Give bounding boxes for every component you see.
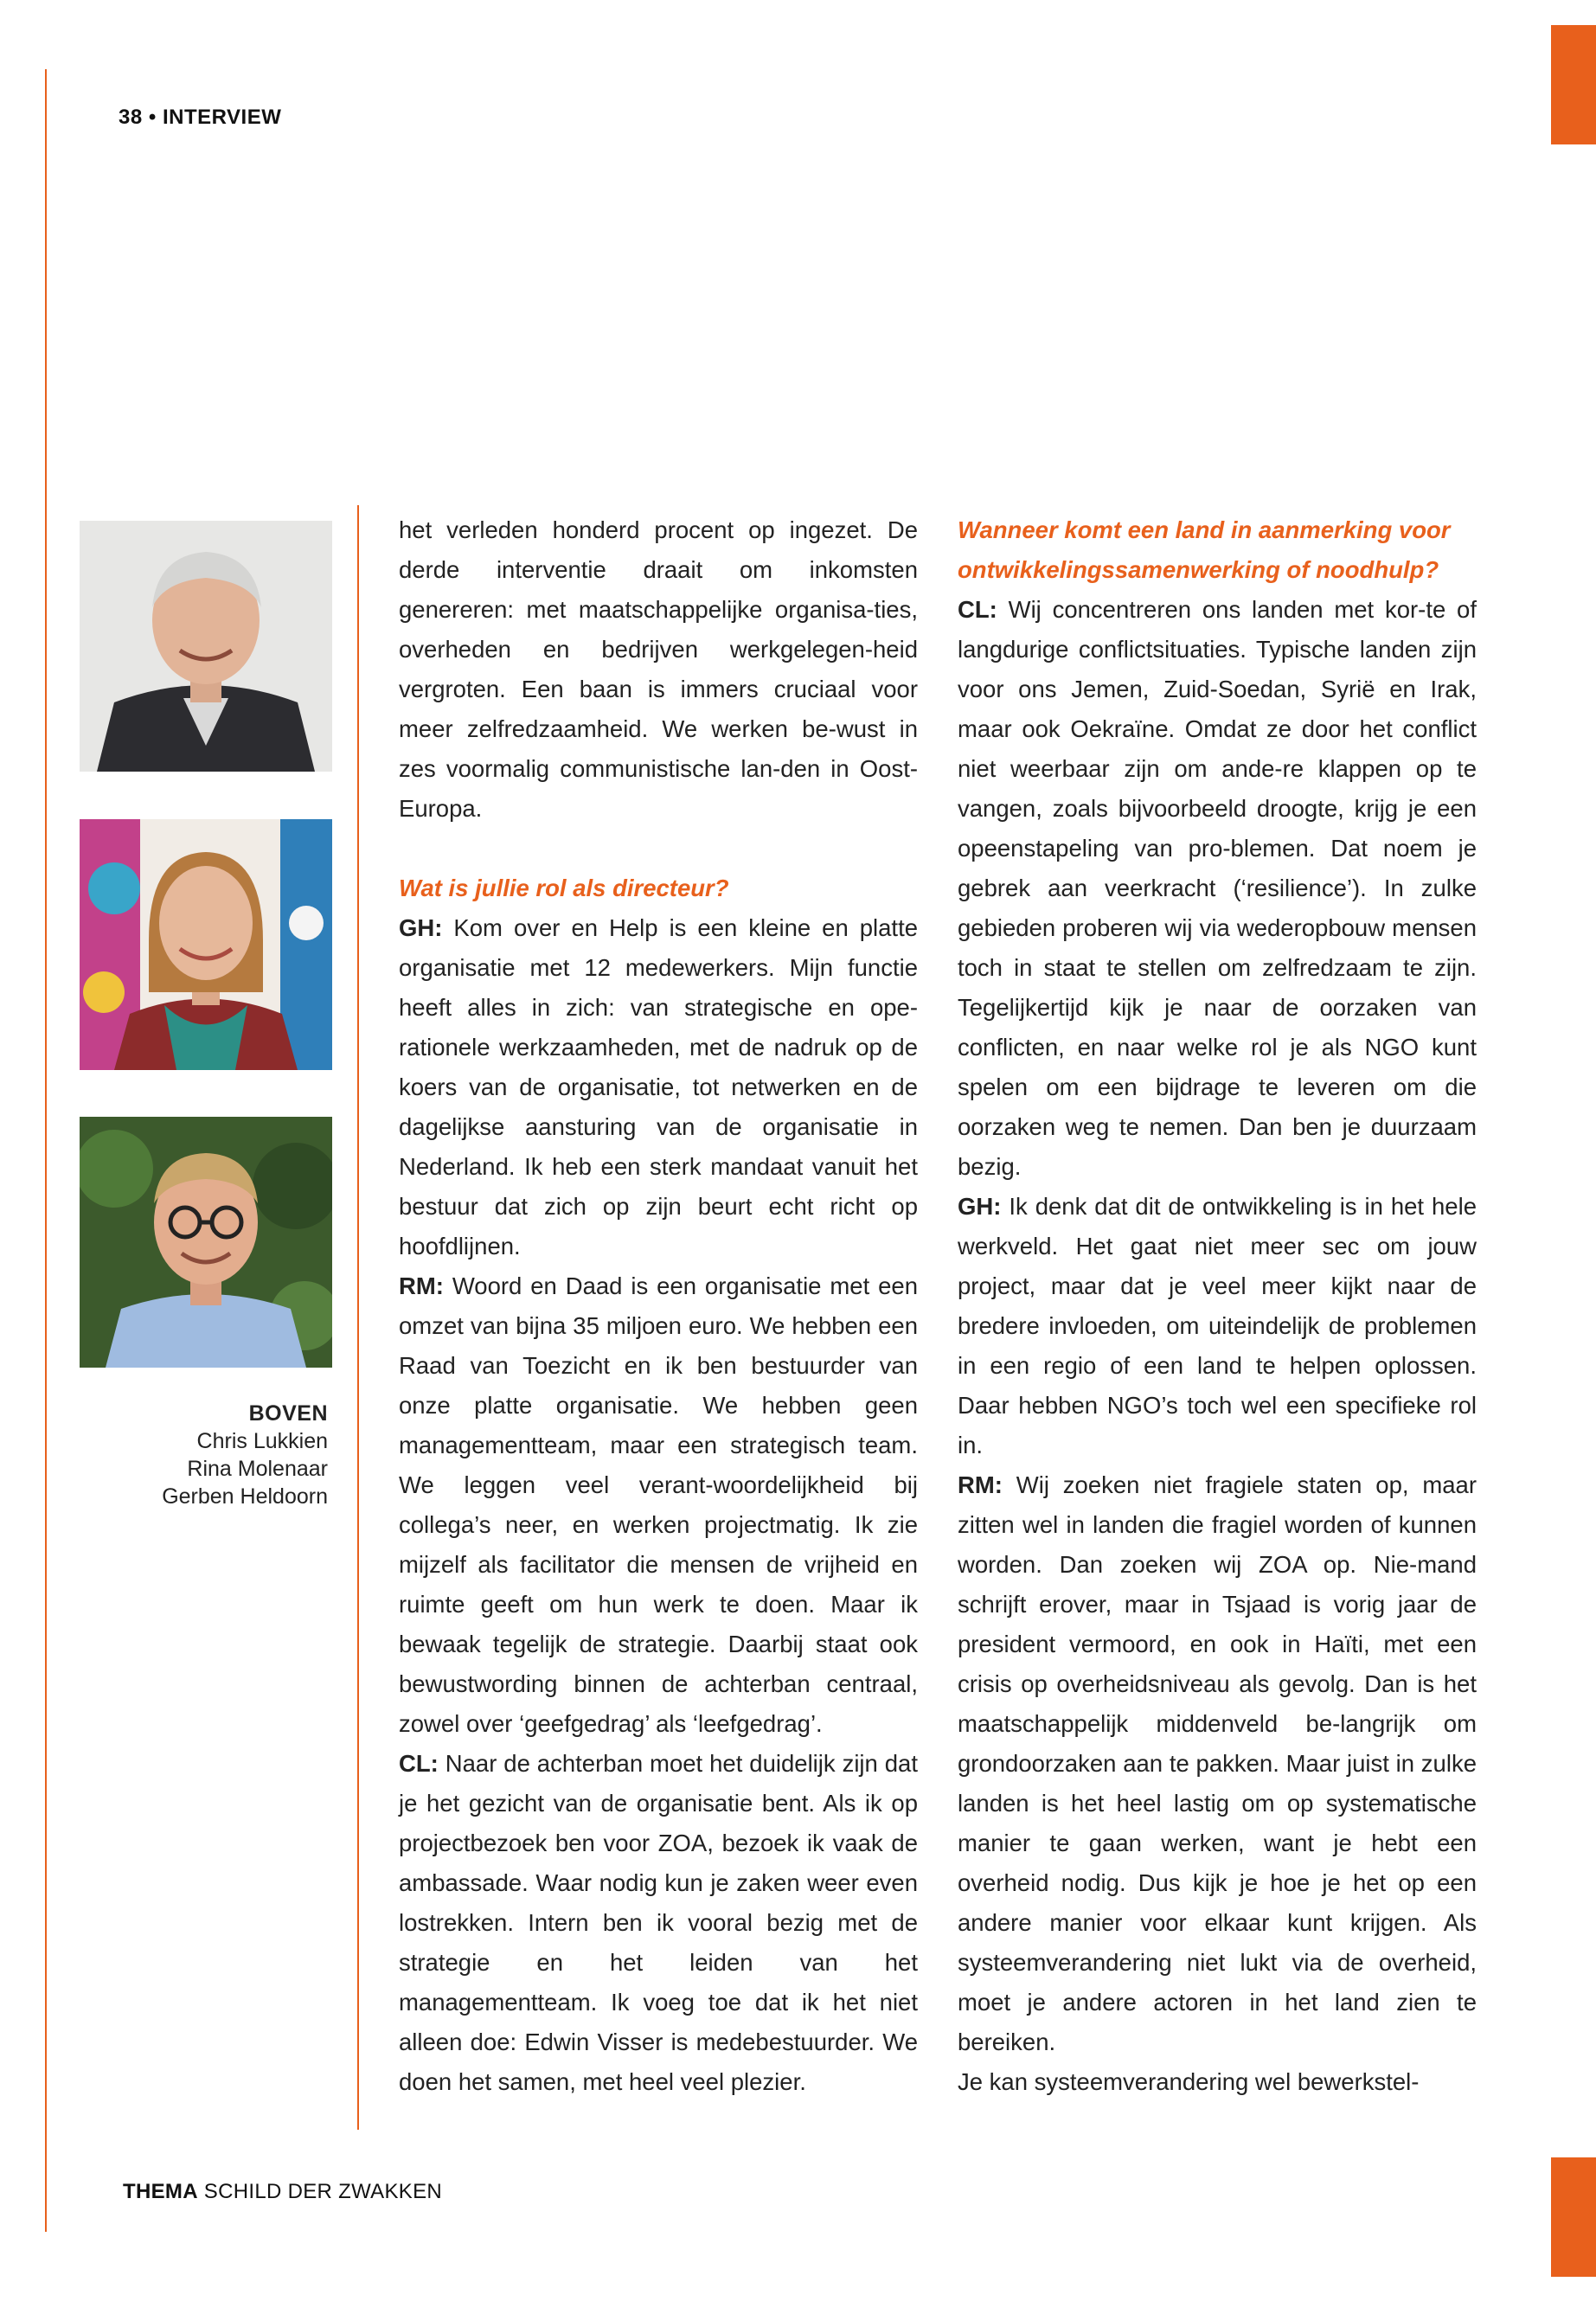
speaker-label: GH:: [958, 1193, 1002, 1220]
answer-text: Wij concentreren ons landen met kor-te of langdurige conflictsituaties. Typische landen zijn voor ons Jemen, Zuid-Soedan, Syrië en Irak, maar ook Oekraïne. Omdat ze door het conflict niet weerbaar zijn om ande-re klappen op te vangen, zoals bijvoorbeeld droogte, krijg je een opeenstapeling van pro-blemen. Dat noem je gebrek aan veerkracht (‘resilience’). In zulke gebieden proberen wij via wederopbouw mensen toch in staat te stellen om zelfredzaam te zijn. Tegelijkertijd kijk je naar de oorzaken van conflicten, en naar welke rol je als NGO kunt spelen om een bijdrage te leveren om die oorzaken weg te nemen. Dan ben je duurzaam bezig.: [958, 596, 1477, 1180]
footer-magazine: THEMA: [123, 2180, 198, 2203]
footer: [123, 2180, 442, 2204]
answer-paragraph: [958, 1465, 1477, 2062]
portrait-photo-rina-molenaar: [80, 819, 332, 1070]
caption-name: Gerben Heldoorn: [162, 1484, 328, 1509]
column-divider-rule: [357, 505, 359, 2130]
photo-caption: [162, 1400, 328, 1510]
caption-name: Rina Molenaar: [187, 1457, 328, 1481]
caption-heading: BOVEN: [248, 1401, 328, 1426]
text-column-right: [958, 510, 1477, 2102]
paragraph-continued: Je kan systeemverandering wel bewerkstel-: [958, 2068, 1420, 2095]
answer-text: Kom over en Help is een kleine en platte organisatie met 12 medewerkers. Mijn functie heeft alles in zich: van strategische en ope-rationele werkzaamheden, met de nadruk op de koers van de organisatie, tot netwerken en de dagelijkse aansturing van de organisatie in Nederland. Ik heb een sterk mandaat vanuit het bestuur dat zich op zijn beurt echt richt op hoofdlijnen.: [399, 914, 918, 1259]
orange-edge-tab-bottom: [1551, 2157, 1596, 2277]
footer-title: SCHILD DER ZWAKKEN: [203, 2180, 443, 2203]
section-label: INTERVIEW: [162, 106, 282, 129]
answer-text: Naar de achterban moet het duidelijk zijn dat je het gezicht van de organisatie bent. Als ik op projectbezoek ben voor ZOA, bezoek ik vaak de ambassade. Waar nodig kun je zaken weer even lostrekken. Intern ben ik vooral bezig met de strategie en het leiden van het managementteam. Ik voeg toe dat ik het niet alleen doe: Edwin Visser is medebestuurder. We doen het samen, met heel veel plezier.: [399, 1750, 918, 2095]
answer-paragraph: [958, 590, 1477, 1187]
answer-paragraph: [399, 1744, 918, 2102]
speaker-label: GH:: [399, 914, 443, 941]
text-column-left: [399, 510, 918, 2102]
running-head: [119, 106, 281, 130]
portrait-photo-chris-lukkien: [80, 521, 332, 772]
answer-paragraph: [399, 908, 918, 1266]
answer-paragraph: [399, 1266, 918, 1744]
portrait-photo-gerben-heldoorn: [80, 1117, 332, 1368]
speaker-label: CL:: [958, 596, 997, 623]
answer-text: Wij zoeken niet fragiele staten op, maar zitten wel in landen die fragiel worden of kunnen worden. Dan zoeken wij ZOA op. Nie-mand schrijft erover, maar in Tsjaad is vorig jaar de president vermoord, en ook in Haïti, met een crisis op overheidsniveau als gevolg. Dan is het maatschappelijk middenveld be-langrijk om grondoorzaken aan te pakken. Maar juist in zulke landen is het heel lastig om op systematische manier te gaan werken, want je hebt een overheid nodig. Dus kijk je hoe je het op een andere manier voor elkaar kunt krijgen. Als systeemverandering niet lukt via de overheid, moet je andere actoren in het land zien te bereiken.: [958, 1471, 1477, 2055]
caption-name: Chris Lukkien: [196, 1429, 328, 1453]
answer-paragraph: [958, 1187, 1477, 1465]
speaker-label: RM:: [958, 1471, 1003, 1498]
page-number: 38: [119, 106, 143, 129]
answer-text: Ik denk dat dit de ontwikkeling is in het hele werkveld. Het gaat niet meer sec om jouw project, maar dat je veel meer kijkt naar de bredere invloeden, om uiteindelijk de problemen in een regio of een land te helpen oplossen. Daar hebben NGO’s toch wel een specifieke rol in.: [958, 1193, 1477, 1458]
answer-text: Woord en Daad is een organisatie met een omzet van bijna 35 miljoen euro. We hebben een Raad van Toezicht en ik ben bestuurder van onze platte organisatie. We hebben geen managementteam, maar een strategisch team. We leggen veel verant-woordelijkheid bij collega’s neer, en werken projectmatig. Ik zie mijzelf als facilitator die mensen de vrijheid en ruimte geeft om hun werk te doen. Maar ik bewaak tegelijk de strategie. Daarbij staat ook bewustwording binnen de achterban centraal, zowel over ‘geefgedrag’ als ‘leefgedrag’.: [399, 1272, 918, 1737]
separator-dot: •: [148, 106, 157, 129]
speaker-label: RM:: [399, 1272, 444, 1299]
left-margin-rule: [45, 69, 47, 2232]
speaker-label: CL:: [399, 1750, 439, 1777]
orange-edge-tab-top: [1551, 25, 1596, 144]
paragraph-intro: het verleden honderd procent op ingezet. De derde interventie draait om inkomsten genereren: met maatschappelijke organisa-ties, overheden en bedrijven werkgelegen-heid vergroten. Een baan is immers cruciaal voor meer zelfredzaamheid. We werken be-wust in zes voormalig communistische lan-den in Oost-Europa.: [399, 516, 918, 822]
interview-question: Wanneer komt een land in aanmerking voor ontwikkelingssamenwerking of noodhulp?: [958, 516, 1451, 583]
interview-question: Wat is jullie rol als directeur?: [399, 875, 729, 901]
